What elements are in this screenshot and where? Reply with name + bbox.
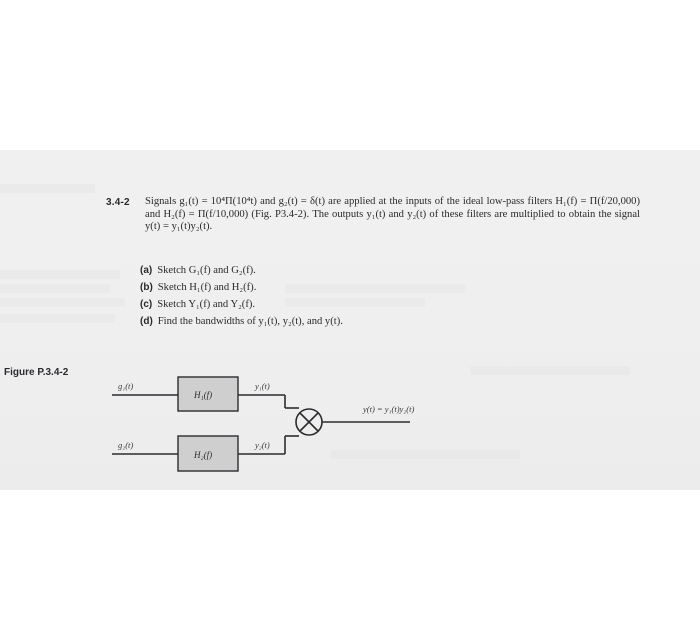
problem-statement: Signals g₁(t) = 10⁴Π(10⁴t) and g₂(t) = δ(t) are applied at the inputs of the ideal low-pass filters H₁(f) = Π(f/20,000) and H₂(f) = Π(f/10,000) (Fig. P3.4-2). The outputs y₁(t) and y₂(t) of these filters are multiplied to obtain the signal y(t) = y₁(t)y₂(t).	[145, 196, 640, 233]
output-label-top: y₁(t)	[255, 381, 270, 391]
part-b-label: (b)	[140, 282, 153, 293]
problem-number: 3.4-2	[106, 197, 130, 208]
part-a-label: (a)	[140, 265, 153, 276]
multiplier-icon	[296, 409, 322, 435]
part-d-label: (d)	[140, 316, 153, 327]
part-c-text: Sketch Y₁(f) and Y₂(f).	[157, 299, 256, 310]
figure-label: Figure P.3.4-2	[4, 367, 69, 378]
part-c-label: (c)	[140, 299, 153, 310]
part-b-text: Sketch H₁(f) and H₂(f).	[157, 282, 257, 293]
result-label: y(t) = y₁(t)y₂(t)	[363, 404, 415, 414]
input-label-bottom: g₂(t)	[118, 440, 134, 450]
input-label-top: g₁(t)	[118, 381, 134, 391]
filter-label-top: H₁(f)	[194, 390, 213, 400]
filter-label-bottom: H₂(f)	[194, 450, 213, 460]
part-a-text: Sketch G₁(f) and G₂(f).	[157, 265, 256, 276]
output-label-bottom: y₂(t)	[255, 440, 270, 450]
part-d-text: Find the bandwidths of y₁(t), y₂(t), and y(t).	[157, 316, 343, 327]
